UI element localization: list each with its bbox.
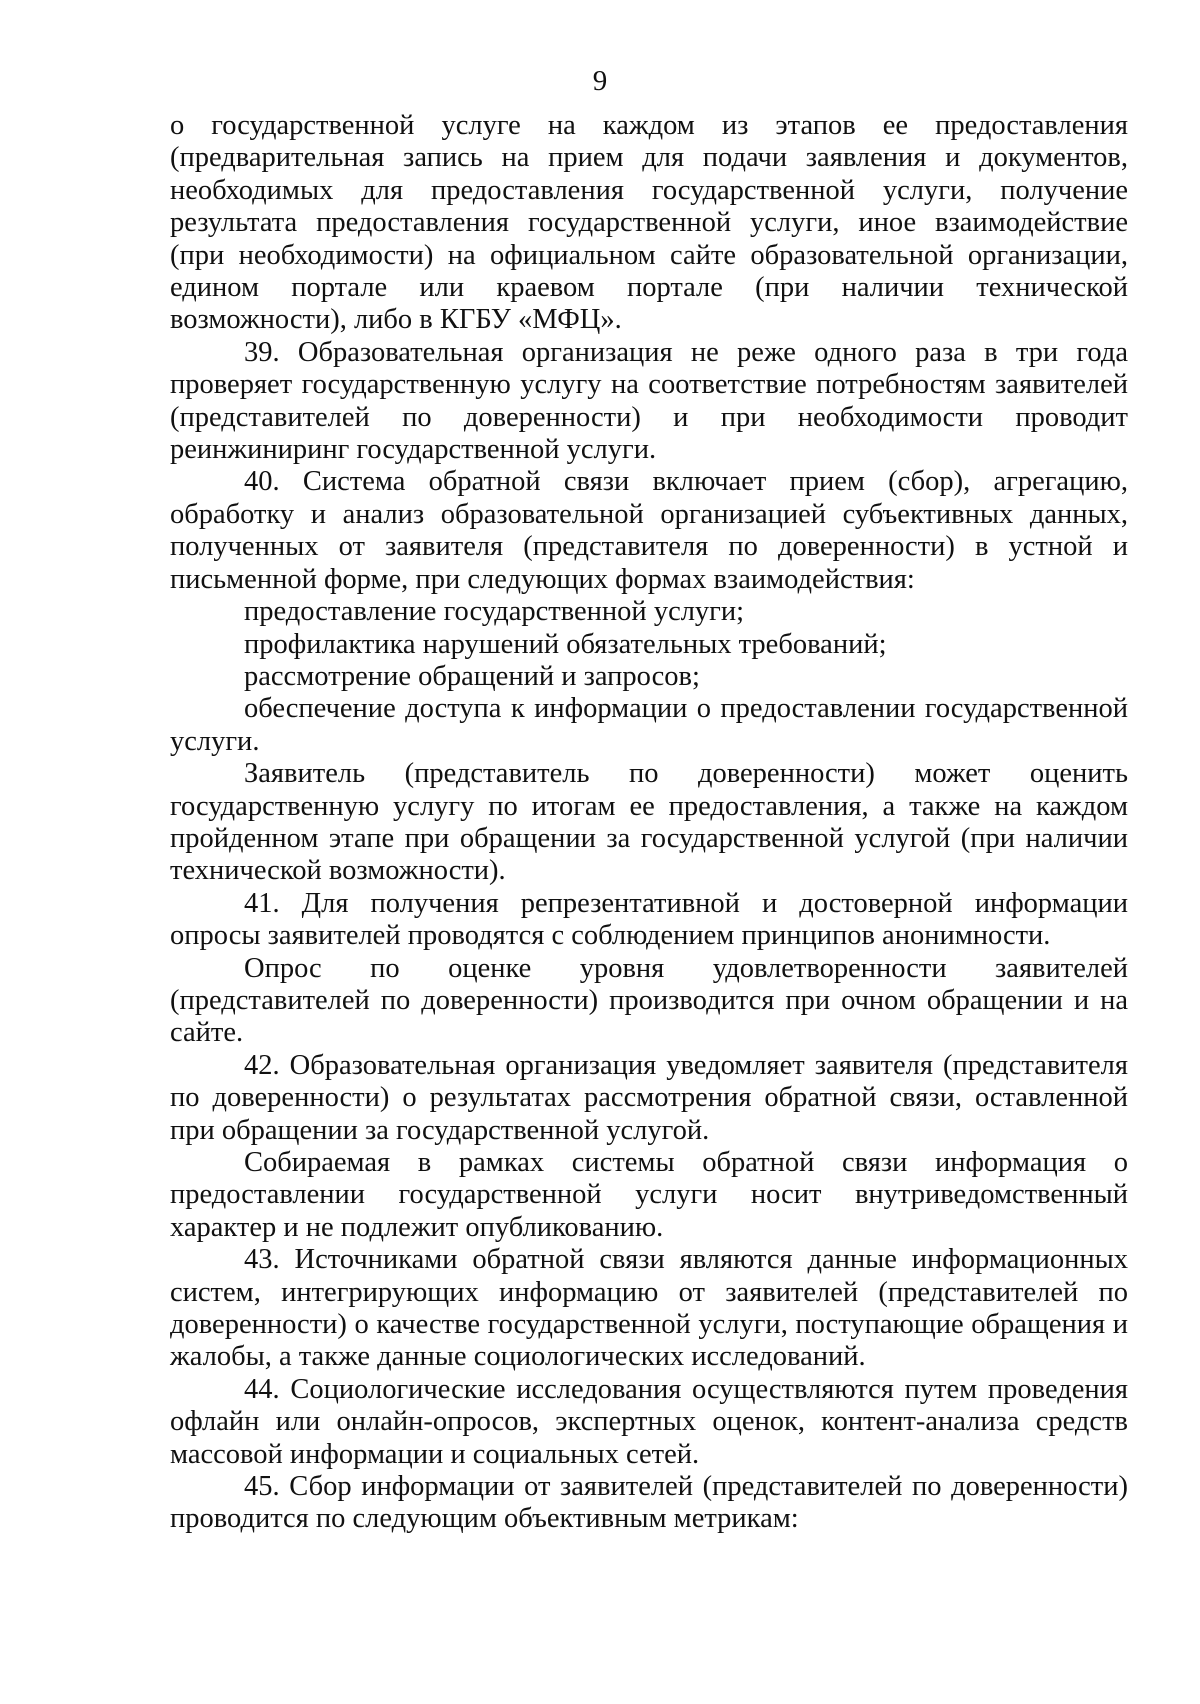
paragraph-39: 39. Образовательная организация не реже одного раза в три года проверяет государственную услугу на соответствие потребностям заявителей (представителей по доверенности) и при необходимости проводит реинжиниринг государственной услуги.	[170, 336, 1128, 466]
paragraph-45: 45. Сбор информации от заявителей (представителей по доверенности) проводится по следующим объективным метрикам:	[170, 1471, 1128, 1535]
paragraph-continuation: о государственной услуге на каждом из этапов ее предоставления (предварительная запись на прием для подачи заявления и документов, необходимых для предоставления государственной услуги, получение результата предоставления государственной услуги, иное взаимодействие (при необходимости) на официальном сайте образовательной организации, едином портале или краевом портале (при наличии технической возможности), либо в КГБУ «МФЦ».	[170, 110, 1128, 336]
paragraph-collected-info: Собираемая в рамках системы обратной связи информация о предоставлении государственной услуги носит внутриведомственный характер и не подлежит опубликованию.	[170, 1147, 1128, 1243]
paragraph-applicant-evaluation: Заявитель (представитель по доверенности) может оценить государственную услугу по итогам ее предоставления, а также на каждом пройденном этапе при обращении за государственной услугой (при наличии технической возможности).	[170, 758, 1128, 887]
paragraph-43: 43. Источниками обратной связи являются данные информационных систем, интегрирующих информацию от заявителей (представителей по доверенности) о качестве государственной услуги, поступающие обращения и жалобы, а также данные социологических исследований.	[170, 1244, 1128, 1373]
list-item-information-access: обеспечение доступа к информации о предоставлении государственной услуги.	[170, 693, 1128, 757]
list-item-violation-prevention: профилактика нарушений обязательных требований;	[244, 628, 887, 660]
paragraph-42: 42. Образовательная организация уведомляет заявителя (представителя по доверенности) о результатах рассмотрения обратной связи, оставленной при обращении за государственной услугой.	[170, 1049, 1128, 1146]
page-number: 9	[592, 65, 608, 97]
document-body	[170, 110, 1128, 1536]
paragraph-40: 40. Система обратной связи включает прием (сбор), агрегацию, обработку и анализ образовательной организацией субъективных данных, полученных от заявителя (представителя по доверенности) в устной и письменной форме, при следующих формах взаимодействия:	[170, 466, 1128, 595]
list-item-service-provision: предоставление государственной услуги;	[244, 596, 745, 628]
paragraph-41: 41. Для получения репрезентативной и достоверной информации опросы заявителей проводятся с соблюдением принципов анонимности.	[170, 887, 1128, 952]
list-item-requests-review: рассмотрение обращений и запросов;	[244, 660, 700, 692]
paragraph-survey: Опрос по оценке уровня удовлетворенности заявителей (представителей по доверенности) производится при очном обращении и на сайте.	[170, 952, 1128, 1049]
paragraph-44: 44. Социологические исследования осуществляются путем проведения офлайн или онлайн-опросов, экспертных оценок, контент-анализа средств массовой информации и социальных сетей.	[170, 1373, 1128, 1470]
